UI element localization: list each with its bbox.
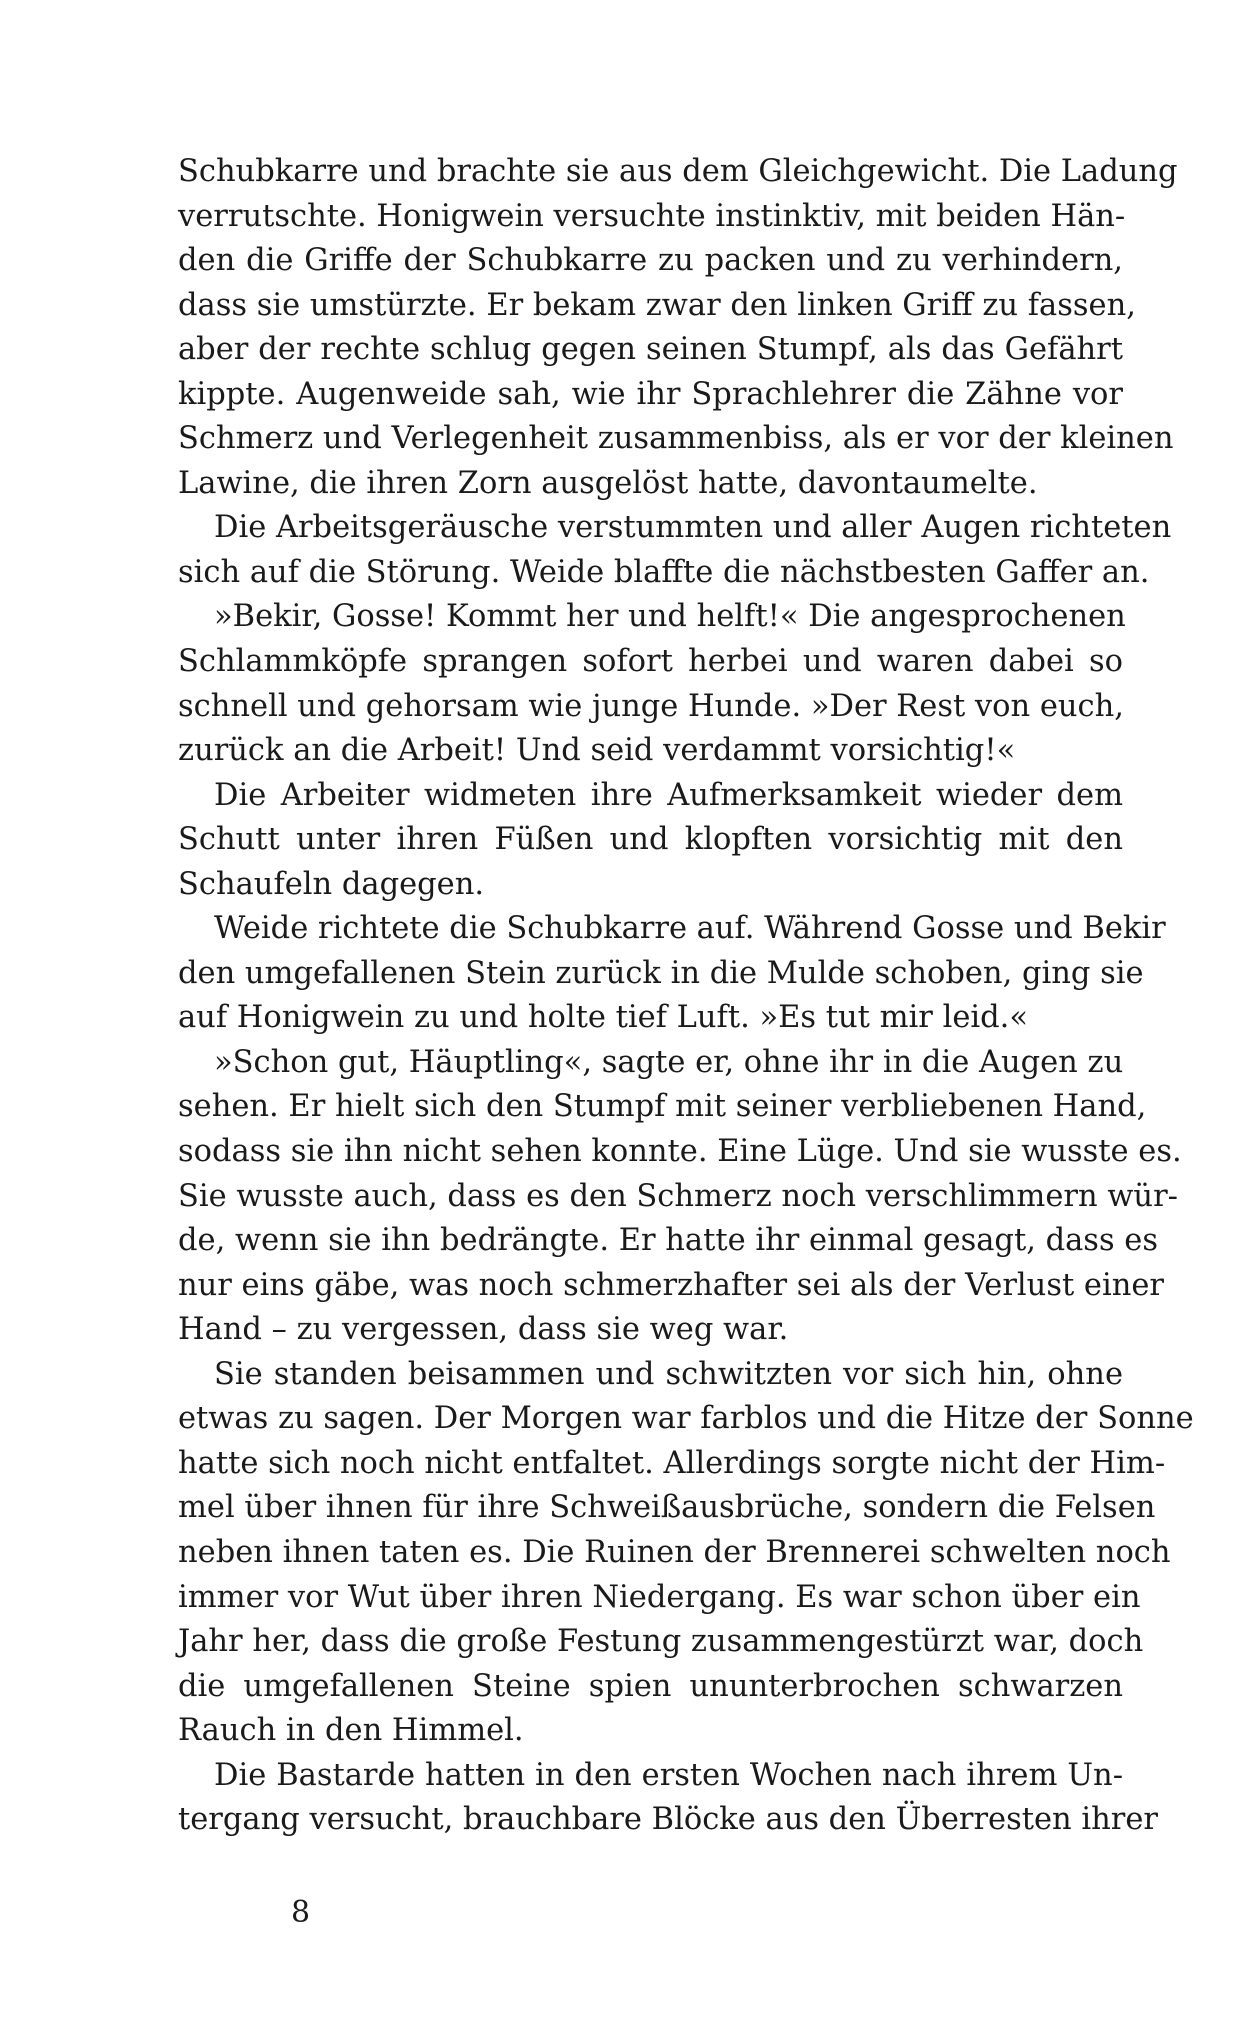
- text-line: nur eins gäbe, was noch schmerzhafter sei als der Verlust einer: [178, 1267, 1165, 1303]
- paragraph: [178, 1041, 1182, 1353]
- text-line: Jahr her, dass die große Festung zusammengestürzt war, doch: [178, 1624, 1144, 1660]
- text-line: schnell und gehorsam wie junge Hunde. »Der Rest von euch,: [178, 688, 1124, 724]
- text-line: Schmerz und Verlegenheit zusammenbiss, als er vor der kleinen: [178, 421, 1174, 457]
- text-line: hatte sich noch nicht entfaltet. Allerdings sorgte nicht der Him-: [178, 1445, 1166, 1481]
- text-line: sich auf die Störung. Weide blaffte die nächstbesten Gaffer an.: [178, 554, 1150, 590]
- text-line: den umgefallenen Stein zurück in die Mulde schoben, ging sie: [178, 955, 1144, 991]
- text-line: die umgefallenen Steine spien ununterbrochen schwarzen: [178, 1668, 1123, 1704]
- text-line: Schubkarre und brachte sie aus dem Gleichgewicht. Die Ladung: [178, 154, 1178, 189]
- page-number: 8: [291, 1895, 311, 1930]
- text-line: »Schon gut, Häuptling«, sagte er, ohne ihr in die Augen zu: [214, 1044, 1124, 1080]
- text-line: Hand – zu vergessen, dass sie weg war.: [178, 1312, 789, 1348]
- text-line: kippte. Augenweide sah, wie ihr Sprachlehrer die Zähne vor: [178, 376, 1123, 412]
- text-line: Die Arbeiter widmeten ihre Aufmerksamkeit wieder dem: [214, 777, 1123, 813]
- paragraph: [178, 1353, 1194, 1754]
- text-line: sehen. Er hielt sich den Stumpf mit seiner verbliebenen Hand,: [178, 1089, 1147, 1125]
- text-line: immer vor Wut über ihren Niedergang. Es war schon über ein: [178, 1579, 1141, 1615]
- text-line: »Bekir, Gosse! Kommt her und helft!« Die angesprochenen: [214, 599, 1126, 635]
- text-line: de, wenn sie ihn bedrängte. Er hatte ihr einmal gesagt, dass es: [178, 1223, 1159, 1259]
- text-line: den die Griffe der Schubkarre zu packen und zu verhindern,: [178, 243, 1123, 279]
- text-line: aber der rechte schlug gegen seinen Stumpf, als das Gefährt: [178, 332, 1123, 368]
- text-line: Die Bastarde hatten in den ersten Wochen nach ihrem Un-: [214, 1757, 1123, 1793]
- text-line: Weide richtete die Schubkarre auf. Während Gosse und Bekir: [214, 911, 1166, 947]
- text-line: Schutt unter ihren Füßen und klopften vorsichtig mit den: [178, 822, 1123, 858]
- text-line: Die Arbeitsgeräusche verstummten und aller Augen richteten: [214, 510, 1172, 546]
- text-line: Rauch in den Himmel.: [178, 1713, 524, 1749]
- paragraph: [178, 506, 1172, 595]
- text-line: etwas zu sagen. Der Morgen war farblos und die Hitze der Sonne: [178, 1401, 1194, 1437]
- text-line: tergang versucht, brauchbare Blöcke aus den Überresten ihrer: [178, 1802, 1158, 1838]
- text-line: dass sie umstürzte. Er bekam zwar den linken Griff zu fassen,: [178, 287, 1136, 323]
- text-line: Lawine, die ihren Zorn ausgelöst hatte, davontaumelte.: [178, 465, 1038, 501]
- text-line: auf Honigwein zu und holte tief Luft. »Es tut mir leid.«: [178, 1000, 1029, 1036]
- paragraph: [178, 150, 1178, 506]
- text-line: Sie wusste auch, dass es den Schmerz noch verschlimmern wür-: [178, 1178, 1178, 1214]
- paragraph: [178, 774, 1123, 908]
- text-line: zurück an die Arbeit! Und seid verdammt vorsichtig!«: [178, 733, 1016, 769]
- paragraph: [178, 1754, 1158, 1843]
- text-line: neben ihnen taten es. Die Ruinen der Brennerei schwelten noch: [178, 1534, 1171, 1570]
- text-line: sodass sie ihn nicht sehen konnte. Eine Lüge. Und sie wusste es.: [178, 1134, 1182, 1170]
- text-line: mel über ihnen für ihre Schweißausbrüche, sondern die Felsen: [178, 1490, 1156, 1526]
- page-body-text: [178, 150, 1194, 1843]
- text-line: verrutschte. Honigwein versuchte instinktiv, mit beiden Hän-: [178, 198, 1126, 234]
- text-line: Schaufeln dagegen.: [178, 866, 485, 902]
- paragraph: [178, 907, 1166, 1041]
- text-line: Sie standen beisammen und schwitzten vor sich hin, ohne: [214, 1356, 1123, 1392]
- text-line: Schlammköpfe sprangen sofort herbei und waren dabei so: [178, 644, 1123, 680]
- paragraph: [178, 595, 1126, 773]
